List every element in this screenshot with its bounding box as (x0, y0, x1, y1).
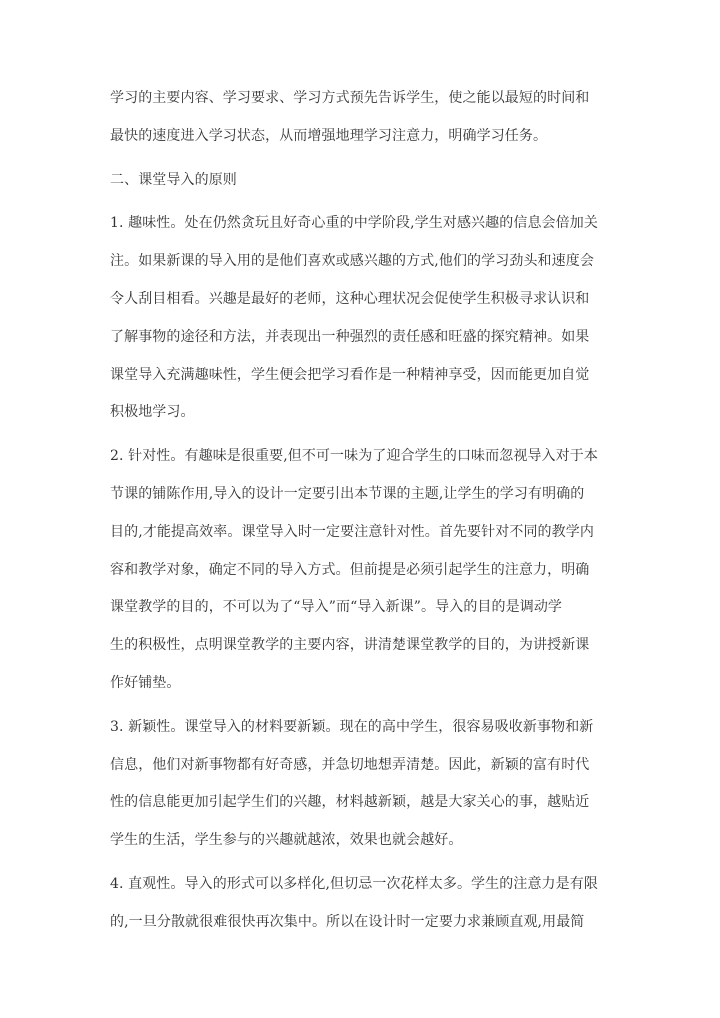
text-line: 积极地学习。 (110, 404, 195, 421)
text-line: 3. 新颖性。课堂导入的材料要新颖。现在的高中学生，很容易吸收新事物和新 (110, 718, 594, 735)
text-line: 令人刮目相看。兴趣是最好的老师，这种心理状况会促使学生积极寻求认识和 (110, 290, 590, 307)
text-line: 注。如果新课的导入用的是他们喜欢或感兴趣的方式,他们的学习劲头和速度会 (110, 253, 594, 270)
text-line: 最快的速度进入学习状态，从而增强地理学习注意力，明确学习任务。 (110, 127, 548, 144)
text-line: 的,一旦分散就很难很快再次集中。所以在设计时一定要力求兼顾直观,用最简 (110, 913, 585, 930)
text-line: 作好铺垫。 (110, 674, 181, 691)
paragraph (110, 84, 610, 160)
text-line: 信息，他们对新事物都有好奇感，并急切地想弄清楚。因此，新颖的富有时代 (110, 756, 590, 773)
text-line: 二、课堂导入的原则 (110, 171, 237, 188)
paragraph (110, 442, 610, 707)
text-line: 节课的铺陈作用,导入的设计一定要引出本节课的主题,让学生的学习有明确的 (110, 485, 585, 502)
paragraph (110, 209, 610, 436)
text-line: 学习的主要内容、学习要求、学习方式预先告诉学生，使之能以最短的时间和 (110, 90, 590, 106)
text-line: 课堂导入充满趣味性，学生便会把学习看作是一种精神享受，因而能更加自觉 (110, 366, 590, 383)
paragraph (110, 870, 610, 946)
text-line: 学生的生活，学生参与的兴趣就越浓，效果也就会越好。 (110, 832, 463, 849)
text-line: 2. 针对性。有趣味是很重要,但不可一味为了迎合学生的口味而忽视导入对于本 (110, 448, 598, 465)
document-page (110, 84, 610, 952)
text-line: 目的,才能提高效率。课堂导入时一定要注意针对性。首先要针对不同的教学内 (110, 523, 594, 540)
text-line: 4. 直观性。导入的形式可以多样化,但切忌一次花样太多。学生的注意力是有限 (110, 875, 598, 892)
text-line: 课堂教学的目的，不可以为了“导入”而“导入新课”。导入的目的是调动学 (110, 599, 563, 616)
text-line: 生的积极性，点明课堂教学的主要内容，讲清楚课堂教学的目的，为讲授新课 (110, 637, 590, 654)
text-line: 容和教学对象，确定不同的导入方式。但前提是必须引起学生的注意力，明确 (110, 561, 590, 578)
text-line: 性的信息能更加引起学生们的兴趣，材料越新颖，越是大家关心的事，越贴近 (110, 794, 590, 811)
text-line: 1. 趣味性。处在仍然贪玩且好奇心重的中学阶段,学生对感兴趣的信息会倍加关 (110, 215, 598, 232)
text-line: 了解事物的途径和方法，并表现出一种强烈的责任感和旺盛的探究精神。如果 (110, 328, 590, 345)
paragraph (110, 713, 610, 864)
section-heading (110, 166, 610, 204)
